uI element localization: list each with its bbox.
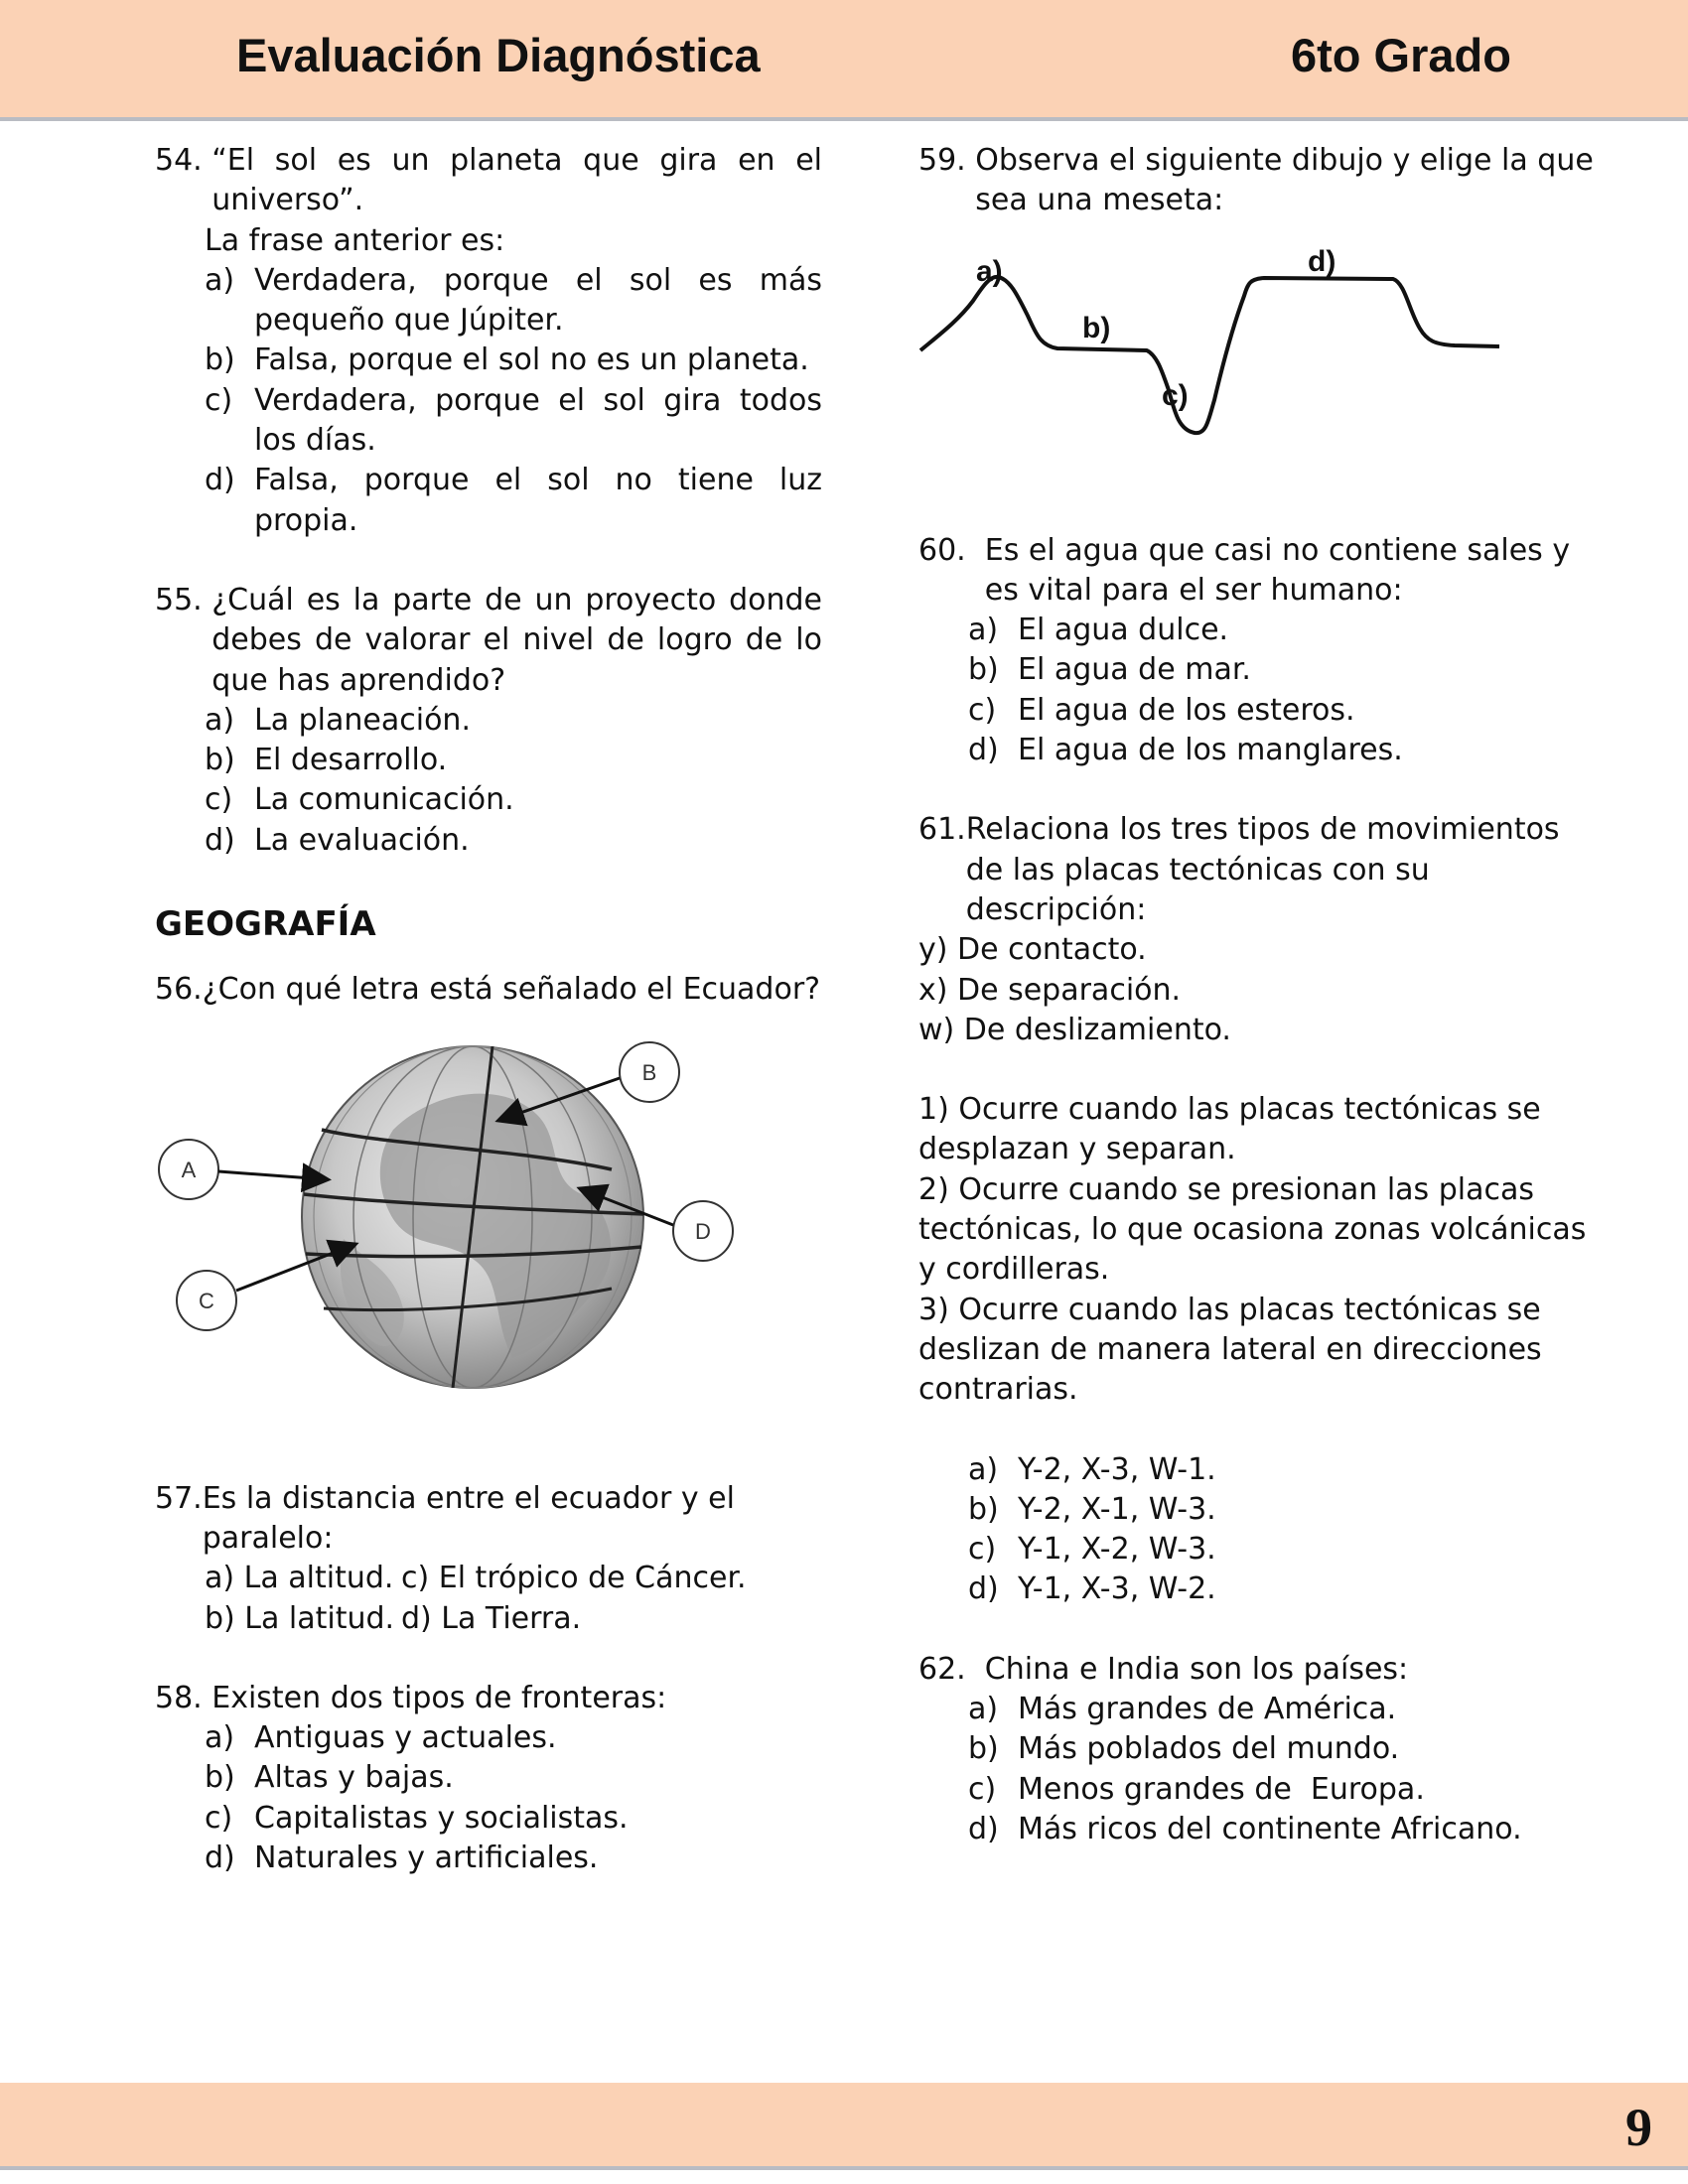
movement-type-w: w) De deslizamiento. — [918, 1012, 1231, 1047]
landform-label-b: b) — [1082, 311, 1111, 344]
option-c: c) El trópico de Cáncer. — [401, 1561, 747, 1596]
option-b: b) El agua de mar. — [968, 652, 1251, 688]
option-b: b) Altas y bajas. — [205, 1760, 454, 1796]
movement-type-x: x) De separación. — [918, 972, 1182, 1008]
question-stem: Existen dos tipos de fronteras: — [211, 1680, 667, 1715]
option-c: c) El agua de los esteros. — [968, 692, 1355, 728]
question-56 — [155, 970, 822, 1010]
globe-figure — [145, 1021, 761, 1398]
left-column — [155, 141, 822, 1878]
question-stem: Es la distancia entre el ecuador y el paralelo: — [202, 1480, 735, 1556]
section-title-geografia: GEOGRAFÍA — [155, 904, 376, 945]
question-stem: Es el agua que casi no contiene sales y es vital para el ser humano: — [984, 532, 1571, 608]
option-d: d) La Tierra. — [401, 1600, 582, 1636]
question-stem: ¿Cuál es la parte de un proyecto donde debes de valorar el nivel de logro de lo que has aprendido? — [211, 582, 822, 698]
option-c: c) La comunicación. — [205, 782, 514, 818]
option-a: a) El agua dulce. — [968, 613, 1229, 648]
question-number: 59. — [918, 143, 976, 178]
question-stem: China e India son los países: — [984, 1651, 1409, 1687]
option-b: b) La latitud. — [205, 1600, 395, 1636]
landform-label-a: a) — [976, 254, 1003, 288]
header-grade: 6to Grado — [1291, 29, 1511, 81]
question-57 — [155, 1479, 822, 1639]
svg-text:C: C — [199, 1288, 214, 1313]
option-a: a) La planeación. — [205, 702, 471, 738]
label-a — [159, 1140, 326, 1199]
globe — [302, 1046, 643, 1388]
svg-text:B: B — [641, 1059, 657, 1085]
option-c: c) Capitalistas y socialistas. — [205, 1800, 629, 1836]
option-d: d) La evaluación. — [205, 822, 470, 858]
option-a: a) Verdadera, porque el sol es más pequeño que Júpiter. — [205, 262, 822, 339]
question-stem: Relaciona los tres tipos de movimientos de las placas tectónicas con su descripción: — [965, 812, 1560, 927]
question-number: 56. — [155, 972, 203, 1008]
movement-type-y: y) De contacto. — [918, 932, 1147, 968]
option-d: d) El agua de los manglares. — [968, 733, 1403, 768]
question-62 — [918, 1650, 1594, 1849]
landform-profile — [920, 277, 1499, 433]
page-footer — [0, 2083, 1688, 2170]
option-c: c) Y-1, X-2, W-3. — [968, 1532, 1216, 1568]
question-60 — [918, 531, 1594, 771]
right-column — [918, 141, 1594, 1849]
page-number: 9 — [1625, 2098, 1652, 2157]
question-stem: “El sol es un planeta que gira en el universo”. — [211, 143, 822, 218]
option-a: a) Más grandes de América. — [968, 1692, 1397, 1727]
question-54 — [155, 141, 822, 541]
question-55 — [155, 581, 822, 861]
description-3: 3) Ocurre cuando las placas tectónicas se deslizan de manera lateral en direcciones contrarias. — [918, 1292, 1542, 1408]
svg-text:D: D — [695, 1218, 711, 1244]
option-b: b) Más poblados del mundo. — [968, 1731, 1400, 1767]
option-a: a) Y-2, X-3, W-1. — [968, 1451, 1216, 1487]
question-subtext: La frase anterior es: — [205, 222, 505, 258]
question-59 — [918, 141, 1594, 221]
header-title: Evaluación Diagnóstica — [236, 29, 761, 81]
landform-figure — [918, 241, 1514, 479]
question-stem: Observa el siguiente dibujo y elige la que sea una meseta: — [975, 143, 1594, 218]
question-number: 55. — [155, 582, 212, 617]
option-b: b) El desarrollo. — [205, 743, 448, 778]
question-stem: ¿Con qué letra está señalado el Ecuador? — [202, 972, 821, 1008]
option-d: d) Y-1, X-3, W-2. — [968, 1571, 1216, 1607]
question-number: 60. — [918, 532, 985, 568]
question-58 — [155, 1679, 822, 1878]
option-b: b) Falsa, porque el sol no es un planeta. — [205, 342, 809, 378]
description-2: 2) Ocurre cuando se presionan las placas tectónicas, lo que ocasiona zonas volcánicas y cordilleras. — [918, 1171, 1587, 1288]
option-d: d) Falsa, porque el sol no tiene luz propia. — [205, 463, 822, 538]
question-number: 54. — [155, 143, 212, 178]
question-number: 57. — [155, 1480, 203, 1516]
option-d: d) Más ricos del continente Africano. — [968, 1811, 1522, 1846]
svg-text:A: A — [181, 1157, 197, 1182]
option-d: d) Naturales y artificiales. — [205, 1841, 599, 1876]
option-a: a) Antiguas y actuales. — [205, 1720, 557, 1756]
question-61 — [918, 810, 1594, 1609]
option-grid — [155, 1559, 822, 1639]
option-c: c) Verdadera, porque el sol gira todos los días. — [205, 382, 822, 459]
option-a: a) La altitud. — [205, 1561, 394, 1596]
option-c: c) Menos grandes de Europa. — [968, 1771, 1425, 1807]
description-1: 1) Ocurre cuando las placas tectónicas se desplazan y separan. — [918, 1092, 1541, 1167]
question-number: 62. — [918, 1651, 985, 1687]
page-header — [0, 0, 1688, 121]
landform-label-d: d) — [1308, 244, 1336, 278]
option-b: b) Y-2, X-1, W-3. — [968, 1491, 1216, 1527]
question-number: 61. — [918, 812, 966, 848]
question-number: 58. — [155, 1680, 212, 1715]
landform-label-c: c) — [1162, 378, 1189, 412]
